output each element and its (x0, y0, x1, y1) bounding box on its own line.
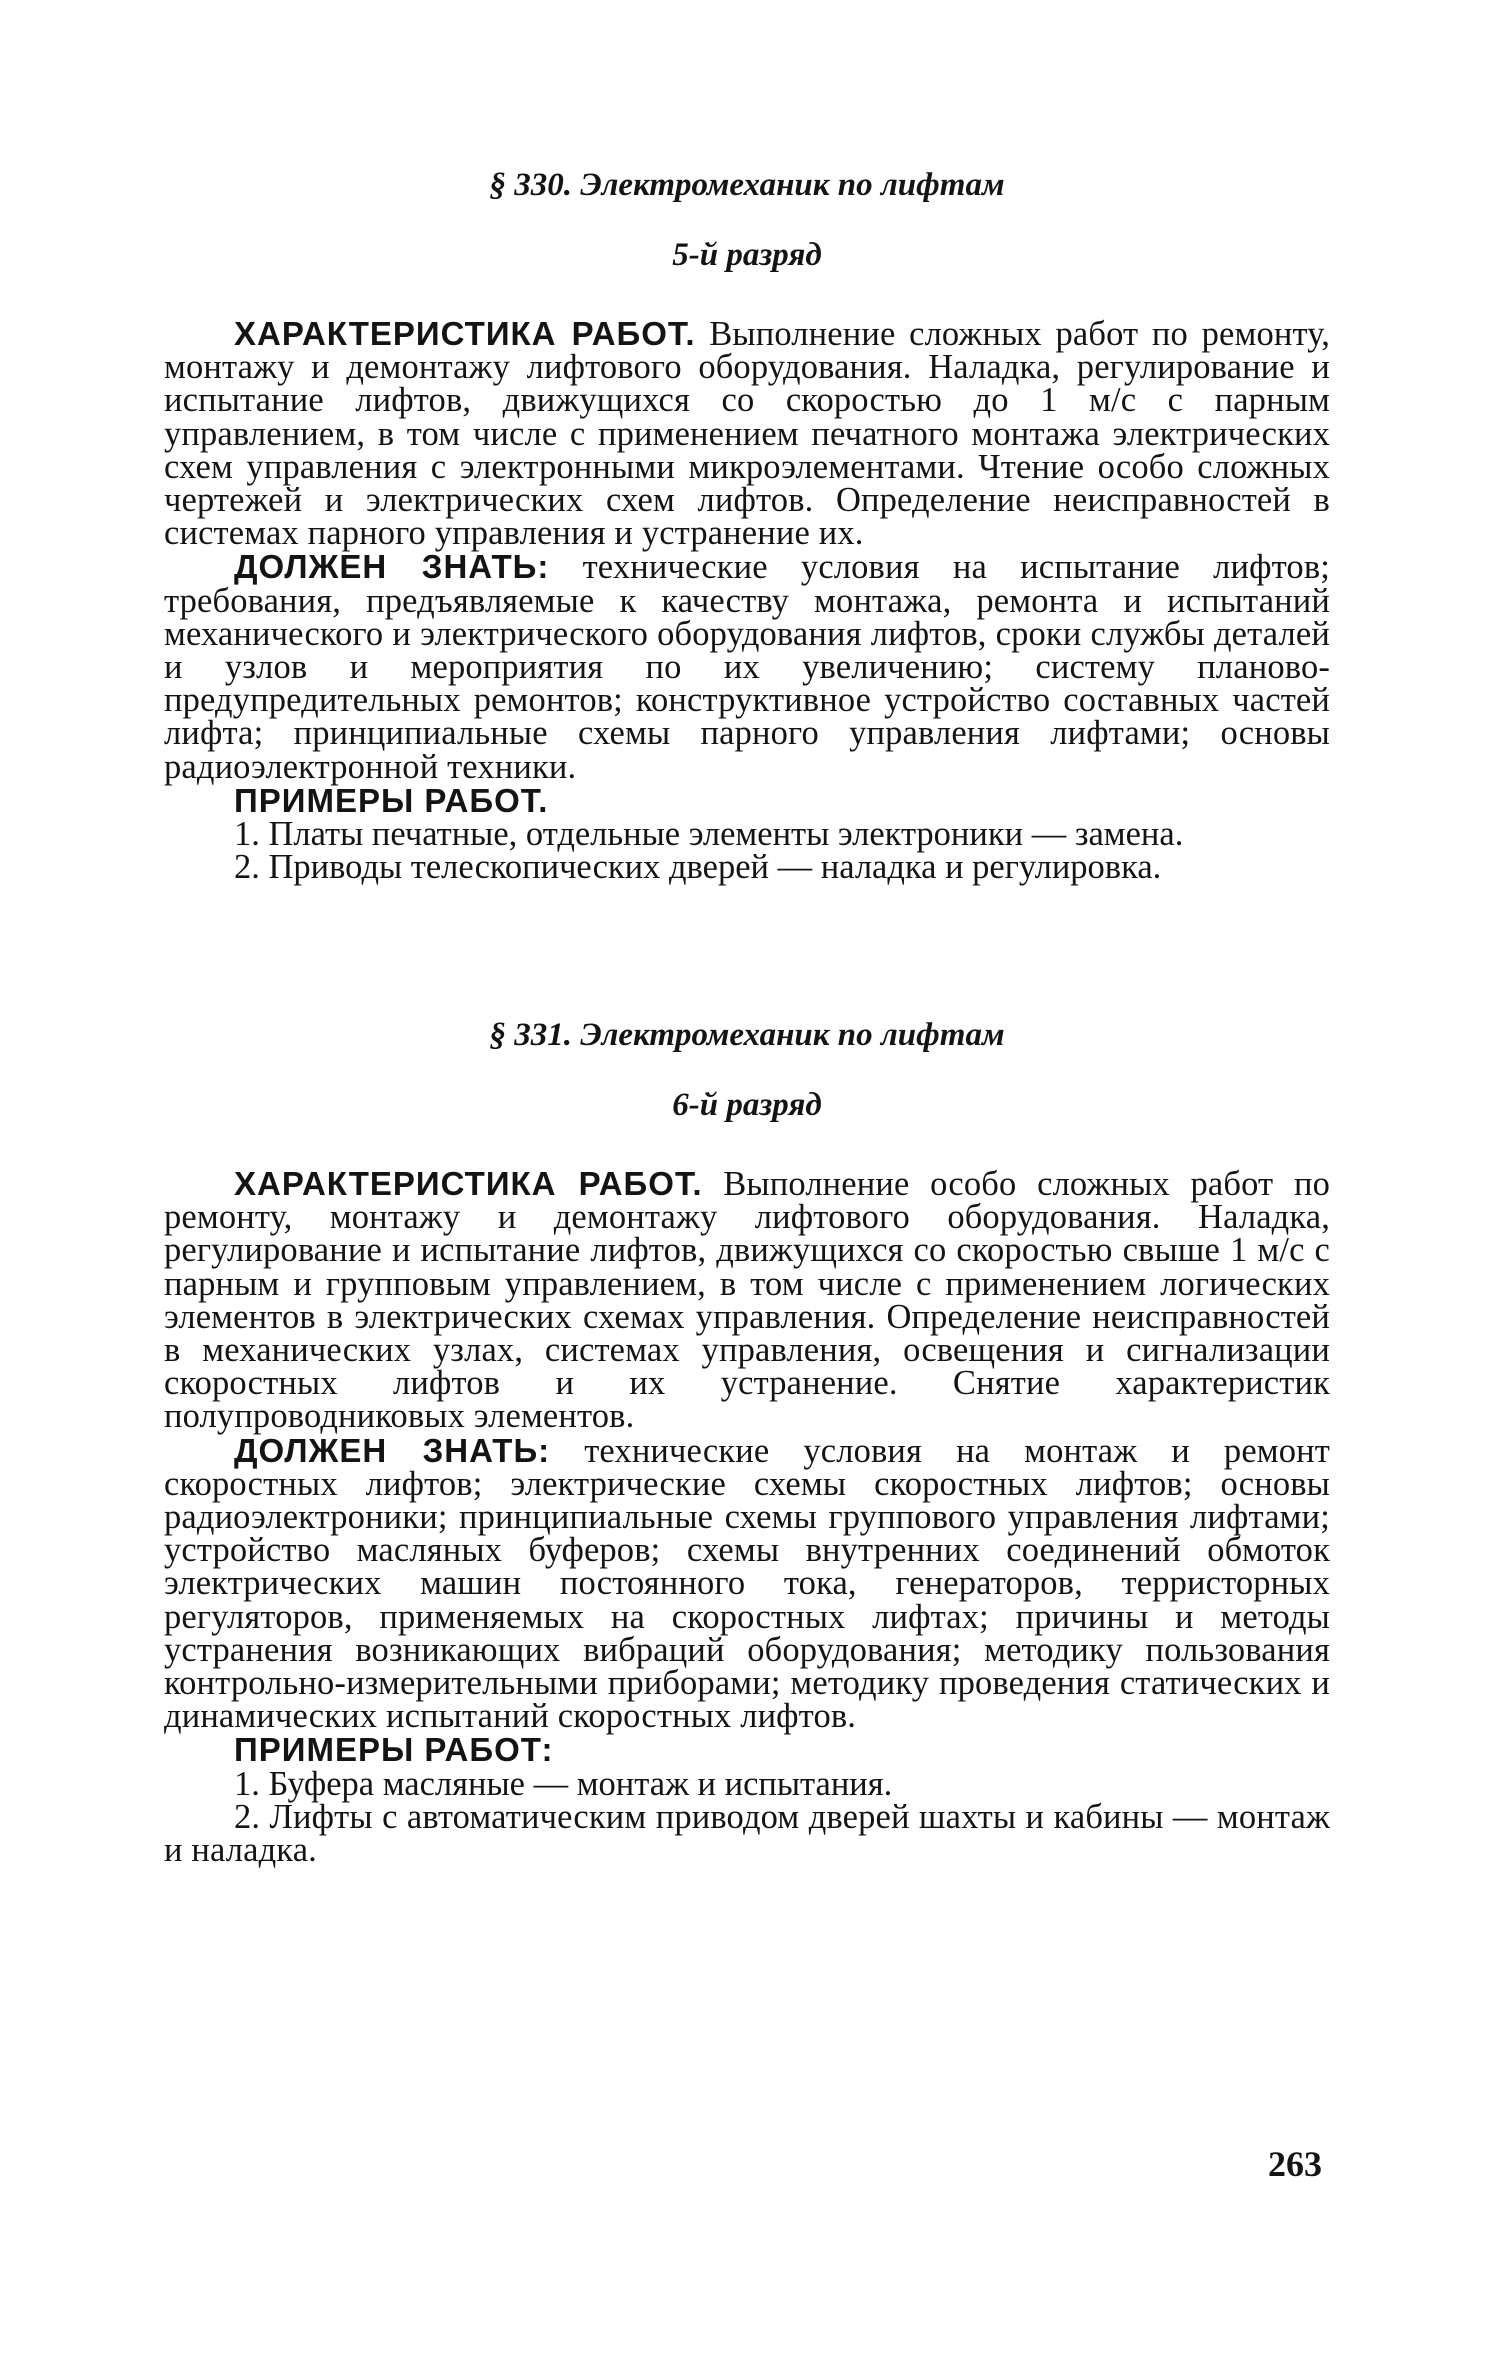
knowledge-paragraph (164, 1431, 1331, 1736)
characteristics-label: ХАРАКТЕРИСТИКА РАБОТ. (234, 1165, 703, 1202)
knowledge-text: технические условия на испытание лифтов; требования, предъявляемые к качеству монтажа, ремонта и испытаний механического и электрического оборудования лифтов, сроки службы деталей и узлов и мероприятия по их увеличению; систему планово-предупредительных ремонтов; конструктивное устройство составных частей лифта; принципиальные схемы парного управления лифтами; основы радиоэлектронной техники. (164, 548, 1330, 786)
section-331 (164, 1015, 1331, 1870)
characteristics-text: Выполнение особо сложных работ по ремонту, монтажу и демонтажу лифтового оборудования. Наладка, регулирование и испытание лифтов, движущихся со скоростью свыше 1 м/с с парным и групповым управлением, в том числе с применением логических элементов в электрических схемах управления. Определение неисправностей в механических узлах, системах управления, освещения и сигнализации скоростных лифтов и их устранение. Снятие характеристик полупроводниковых элементов. (164, 1165, 1330, 1436)
knowledge-paragraph (164, 548, 1330, 786)
characteristics-paragraph (164, 1167, 1330, 1434)
examples-label: ПРИМЕРЫ РАБОТ: (234, 1731, 554, 1769)
example-item: 1. Платы печатные, отдельные элементы электроники — замена. (234, 815, 1184, 854)
examples-label: ПРИМЕРЫ РАБОТ. (234, 781, 549, 819)
section-330 (164, 165, 1330, 887)
section-heading: § 331. Электромеханик по лифтам (489, 1017, 1005, 1053)
grade-heading: 6-й разряд (672, 1087, 822, 1123)
example-item: 2. Приводы телескопических дверей — наладка и регулировка. (234, 848, 1162, 887)
example-item: 1. Буфера масляные — монтаж и испытания. (234, 1764, 893, 1803)
page-number: 263 (1268, 2144, 1322, 2184)
characteristics-text: Выполнение сложных работ по ремонту, монтажу и демонтажу лифтового оборудования. Наладка, регулирование и испытание лифтов, движущихся со скоростью до 1 м/с с парным управлением, в том числе с применением печатного монтажа электрических схем управления с электронными микроэлементами. Чтение особо сложных чертежей и электрических схем лифтов. Определение неисправностей в системах парного управления и устранение их. (164, 315, 1330, 553)
grade-heading: 5-й разряд (672, 237, 822, 273)
characteristics-label: ХАРАКТЕРИСТИКА РАБОТ. (234, 315, 696, 352)
knowledge-label: ДОЛЖЕН ЗНАТЬ: (234, 548, 550, 586)
knowledge-text: технические условия на монтаж и ремонт скоростных лифтов; электрические схемы скоростных лифтов; основы радиоэлектроники; принципиальные схемы группового управления лифтами; устройство масляных буферов; схемы внутренних соединений обмоток электрических машин постоянного тока, генераторов, терристорных регуляторов, применяемых на скоростных лифтах; причины и методы устранения возникающих вибраций оборудования; методику пользования контрольно-измерительными приборами; методику проведения статических и динамических испытаний скоростных лифтов. (164, 1431, 1331, 1736)
characteristics-paragraph (164, 315, 1330, 553)
example-item: 2. Лифты с автоматическим приводом дверей шахты и кабины — монтаж и наладка. (164, 1797, 1330, 1870)
knowledge-label: ДОЛЖЕН ЗНАТЬ: (234, 1431, 551, 1469)
section-heading: § 330. Электромеханик по лифтам (489, 167, 1005, 203)
